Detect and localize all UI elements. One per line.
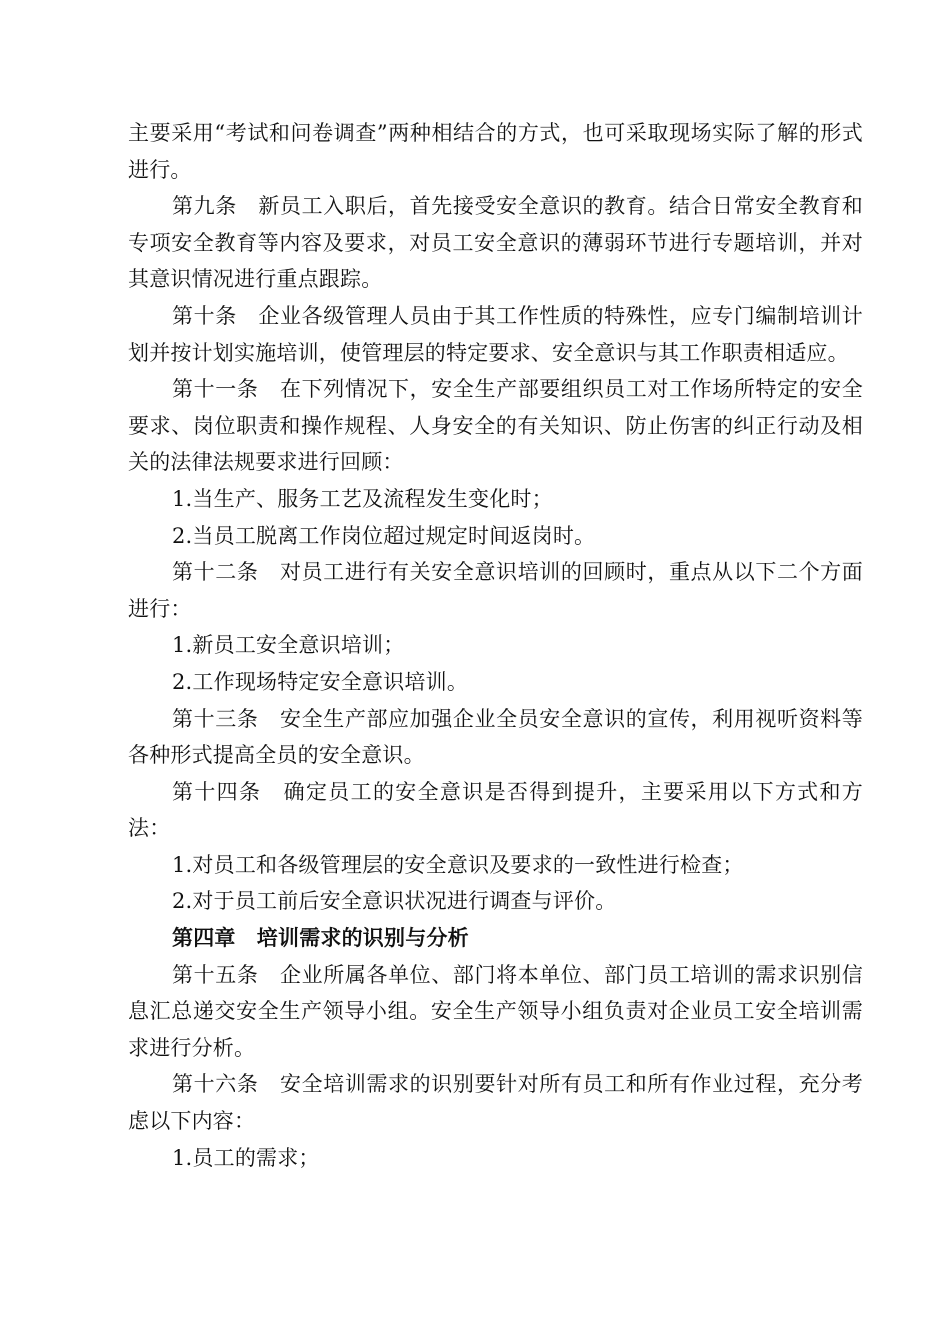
article-11-item-2: 2.当员工脱离工作岗位超过规定时间返岗时。 <box>172 523 596 548</box>
article-12: 第十二条 对员工进行有关安全意识培训的回顾时，重点从以下二个方面进行： <box>128 560 863 621</box>
article-12-item-1: 1.新员工安全意识培训； <box>172 633 405 658</box>
article-11-item-1: 1.当生产、服务工艺及流程发生变化时； <box>172 486 553 511</box>
paragraph-continuation: 主要采用“考试和问卷调查”两种相结合的方式，也可采取现场实际了解的形式进行。 <box>128 121 863 182</box>
article-16-item-1: 1.员工的需求； <box>172 1145 320 1170</box>
article-14-item-1: 1.对员工和各级管理层的安全意识及要求的一致性进行检查； <box>172 852 744 877</box>
article-11: 第十一条 在下列情况下，安全生产部要组织员工对工作场所特定的安全要求、岗位职责和操作规程、人身安全的有关知识、防止伤害的纠正行动及相关的法律法规要求进行回顾： <box>128 377 863 475</box>
article-16: 第十六条 安全培训需求的识别要针对所有员工和所有作业过程，充分考虑以下内容： <box>128 1072 863 1134</box>
article-14-item-2: 2.对于员工前后安全意识状况进行调查与评价。 <box>172 889 617 914</box>
article-10: 第十条 企业各级管理人员由于其工作性质的特殊性，应专门编制培训计划并按计划实施培训，使管理层的特定要求、安全意识与其工作职责相适应。 <box>128 303 863 365</box>
article-9: 第九条 新员工入职后，首先接受安全意识的教育。结合日常安全教育和专项安全教育等内容及要求，对员工安全意识的薄弱环节进行专题培训，并对其意识情况进行重点跟踪。 <box>128 194 863 292</box>
chapter-4-heading: 第四章 培训需求的识别与分析 <box>172 926 469 951</box>
article-14: 第十四条 确定员工的安全意识是否得到提升，主要采用以下方式和方法： <box>128 779 863 841</box>
article-15: 第十五条 企业所属各单位、部门将本单位、部门员工培训的需求识别信息汇总递交安全生产领导小组。安全生产领导小组负责对企业员工安全培训需求进行分析。 <box>128 962 863 1060</box>
document-body <box>128 115 863 1176</box>
article-13: 第十三条 安全生产部应加强企业全员安全意识的宣传，利用视听资料等各种形式提高全员的安全意识。 <box>128 706 863 768</box>
article-12-item-2: 2.工作现场特定安全意识培训。 <box>172 669 469 694</box>
